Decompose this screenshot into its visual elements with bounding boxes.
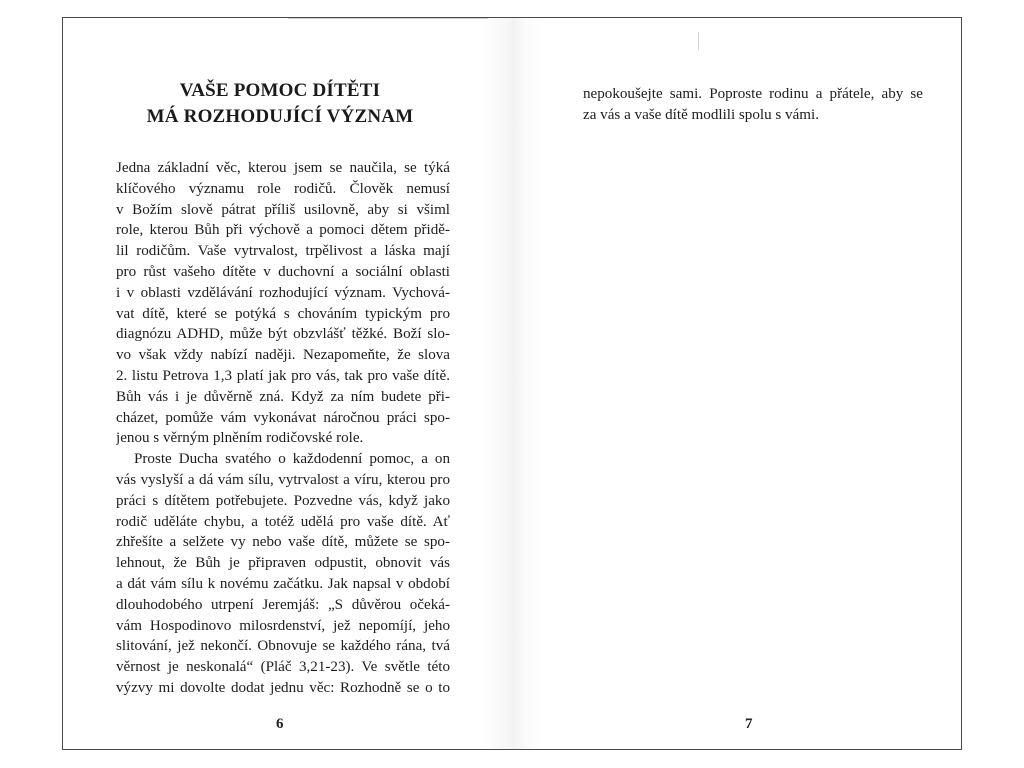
text-line: za vás a vaše dítě modlili spolu s vámi. — [583, 106, 820, 123]
page-number: 6 — [276, 716, 284, 732]
text-line: diagnózu ADHD, může být obzvlášť těžké. Boží slo- — [116, 326, 450, 343]
text-line: jenou s věrným plněním rodičovské role. — [116, 430, 364, 447]
text-line: výzvy mi dovolte dodat jednu věc: Rozhodně se o to — [116, 679, 450, 696]
text-line: rodič uděláte chybu, a totéž udělá pro vaše dítě. Ať — [116, 513, 450, 530]
text-line: zhřešíte a selžete vy nebo vaše dítě, můžete se spo- — [116, 534, 450, 551]
text-line: vat dítě, které se potýká s chováním typickým pro — [116, 305, 450, 322]
scan-speck — [698, 32, 699, 50]
left-page — [63, 18, 513, 749]
book-spread — [62, 17, 962, 750]
text-line: lehnout, že Bůh je připraven odpustit, obnovit vás — [116, 555, 450, 572]
right-body-text — [583, 84, 923, 126]
chapter-heading — [110, 78, 450, 130]
text-line: Jedna základní věc, kterou jsem se naučila, se týká — [116, 160, 450, 176]
text-line: i v oblasti vzdělávání rozhodující význam. Vychová- — [116, 284, 450, 301]
text-line: 2. listu Petrova 1,3 platí jak pro vás, tak pro vaše dítě. — [116, 367, 450, 384]
right-page — [513, 18, 961, 749]
text-line: pro růst vašeho dítěte v duchovní a sociální oblasti — [116, 263, 450, 280]
text-line: lil rodičům. Vaše vytrvalost, trpělivost a láska mají — [116, 243, 450, 260]
text-line: Proste Ducha svatého o každodenní pomoc, a on — [134, 451, 450, 468]
heading-line-1: VAŠE POMOC DÍTĚTI — [179, 80, 381, 101]
text-line: vás vyslyší a dá vám sílu, vytrvalost a víru, kterou pro — [116, 471, 450, 488]
text-line: nepokoušejte sami. Poproste rodinu a přátele, aby se — [583, 86, 923, 102]
text-line: dlouhodobého utrpení Jeremjáš: „S důvěrou očeká- — [116, 596, 450, 613]
page-number: 7 — [745, 716, 753, 732]
text-line: role, kterou Bůh při výchově a pomoci dětem přidě- — [116, 222, 450, 239]
text-line: práci s dítětem potřebujete. Pozvedne vás, když jako — [116, 492, 450, 509]
text-line: vo však vždy nabízí naději. Nezapomeňte, že slova — [116, 347, 450, 364]
text-line: cházet, pomůže vám vykonávat náročnou práci spo- — [116, 409, 450, 426]
text-line: v Božím slově pátrat příliš usilovně, aby si všiml — [116, 201, 450, 218]
text-line: věrnost je neskonalá“ (Pláč 3,21-23). Ve světle této — [116, 659, 450, 676]
text-line: a dát vám sílu k novému začátku. Jak napsal v období — [116, 575, 450, 592]
heading-line-2: MÁ ROZHODUJÍCÍ VÝZNAM — [146, 106, 414, 127]
text-line: slitování, jež nekončí. Obnovuje se každého rána, tvá — [116, 638, 450, 655]
text-line: vám Hospodinovo milosrdenství, jež nepomíjí, jeho — [116, 617, 450, 634]
left-body-text — [116, 158, 450, 699]
text-line: Bůh vás i je důvěrně zná. Když za ním budete při- — [116, 388, 450, 405]
text-line: klíčového významu role rodičů. Člověk nemusí — [116, 180, 450, 197]
